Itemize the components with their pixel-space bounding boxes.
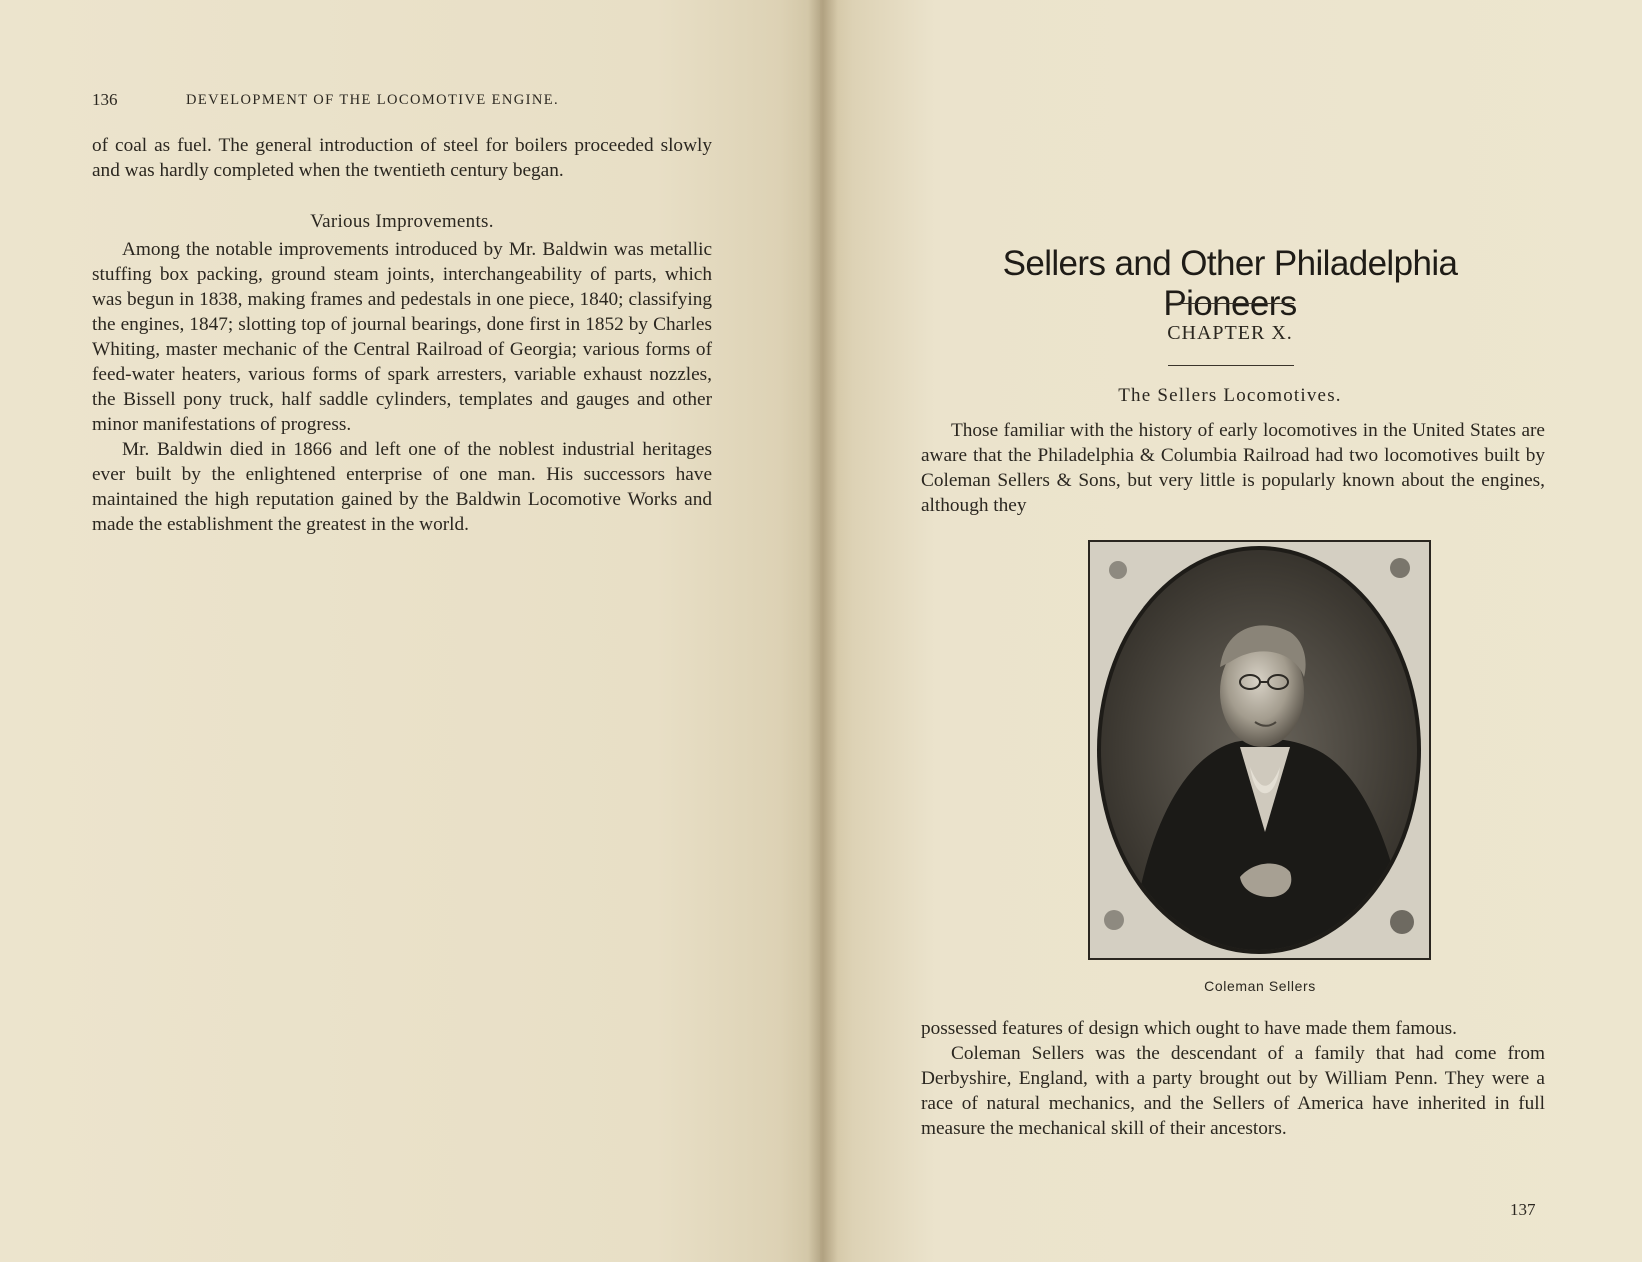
chapter-rule-top: [1168, 303, 1294, 304]
right-page-body-top: [921, 418, 1545, 518]
right-paragraph-3: Coleman Sellers was the descendant of a family that had come from Derbyshire, England, with a party brought out by William Penn. They were a race of natural mechanics, and the Sellers of America have inherited in full measure the mechanical skill of their ancestors.: [921, 1043, 1545, 1139]
portrait-image: [1090, 542, 1429, 958]
left-page: [0, 0, 820, 1262]
left-page-number: 136: [92, 90, 118, 109]
portrait-caption: Coleman Sellers: [1204, 978, 1316, 994]
left-page-body: [92, 133, 712, 537]
book-gutter: [808, 0, 838, 1262]
running-head-title: DEVELOPMENT OF THE LOCOMOTIVE ENGINE.: [186, 92, 560, 108]
right-paragraph-2: possessed features of design which ought to have made them famous.: [921, 1018, 1457, 1039]
right-page-number: 137: [1510, 1200, 1536, 1219]
right-page-body-bottom: [921, 1016, 1545, 1141]
right-paragraph-1: Those familiar with the history of early locomotives in the United States are aware that the Philadelphia & Columbia Railroad had two locomotives built by Coleman Sellers & Sons, but very little is popularly known about the engines, although they: [921, 420, 1545, 516]
left-paragraph-2: Among the notable improvements introduced by Mr. Baldwin was metallic stuffing box packing, ground steam joints, interchangeability of parts, which was begun in 1838, making frames and pedestals in one piece, 1840; classifying the engines, 1847; slotting top of journal bearings, done first in 1852 by Charles Whiting, master mechanic of the Central Railroad of Georgia; various forms of feed-water heaters, various forms of spark arresters, variable exhaust nozzles, the Bissell pony truck, half saddle cylinders, templates and gauges and other minor manifestations of progress.: [92, 239, 712, 435]
chapter-rule-bottom: [1168, 365, 1294, 366]
chapter-title: Sellers and Other Philadelphia Pioneers: [1002, 244, 1458, 323]
section-heading-various-improvements: Various Improvements.: [310, 211, 494, 232]
portrait-illustration: [1088, 540, 1431, 960]
left-paragraph-1: of coal as fuel. The general introduction of steel for boilers proceeded slowly and was hardly completed when the twentieth century began.: [92, 135, 712, 181]
chapter-number: CHAPTER X.: [1167, 322, 1293, 344]
section-heading-sellers-locomotives: The Sellers Locomotives.: [1118, 385, 1342, 406]
left-paragraph-3: Mr. Baldwin died in 1866 and left one of the noblest industrial heritages ever built by the enlightened enterprise of one man. His successors have maintained the high reputation gained by the Baldwin Locomotive Works and made the establishment the greatest in the world.: [92, 439, 712, 535]
